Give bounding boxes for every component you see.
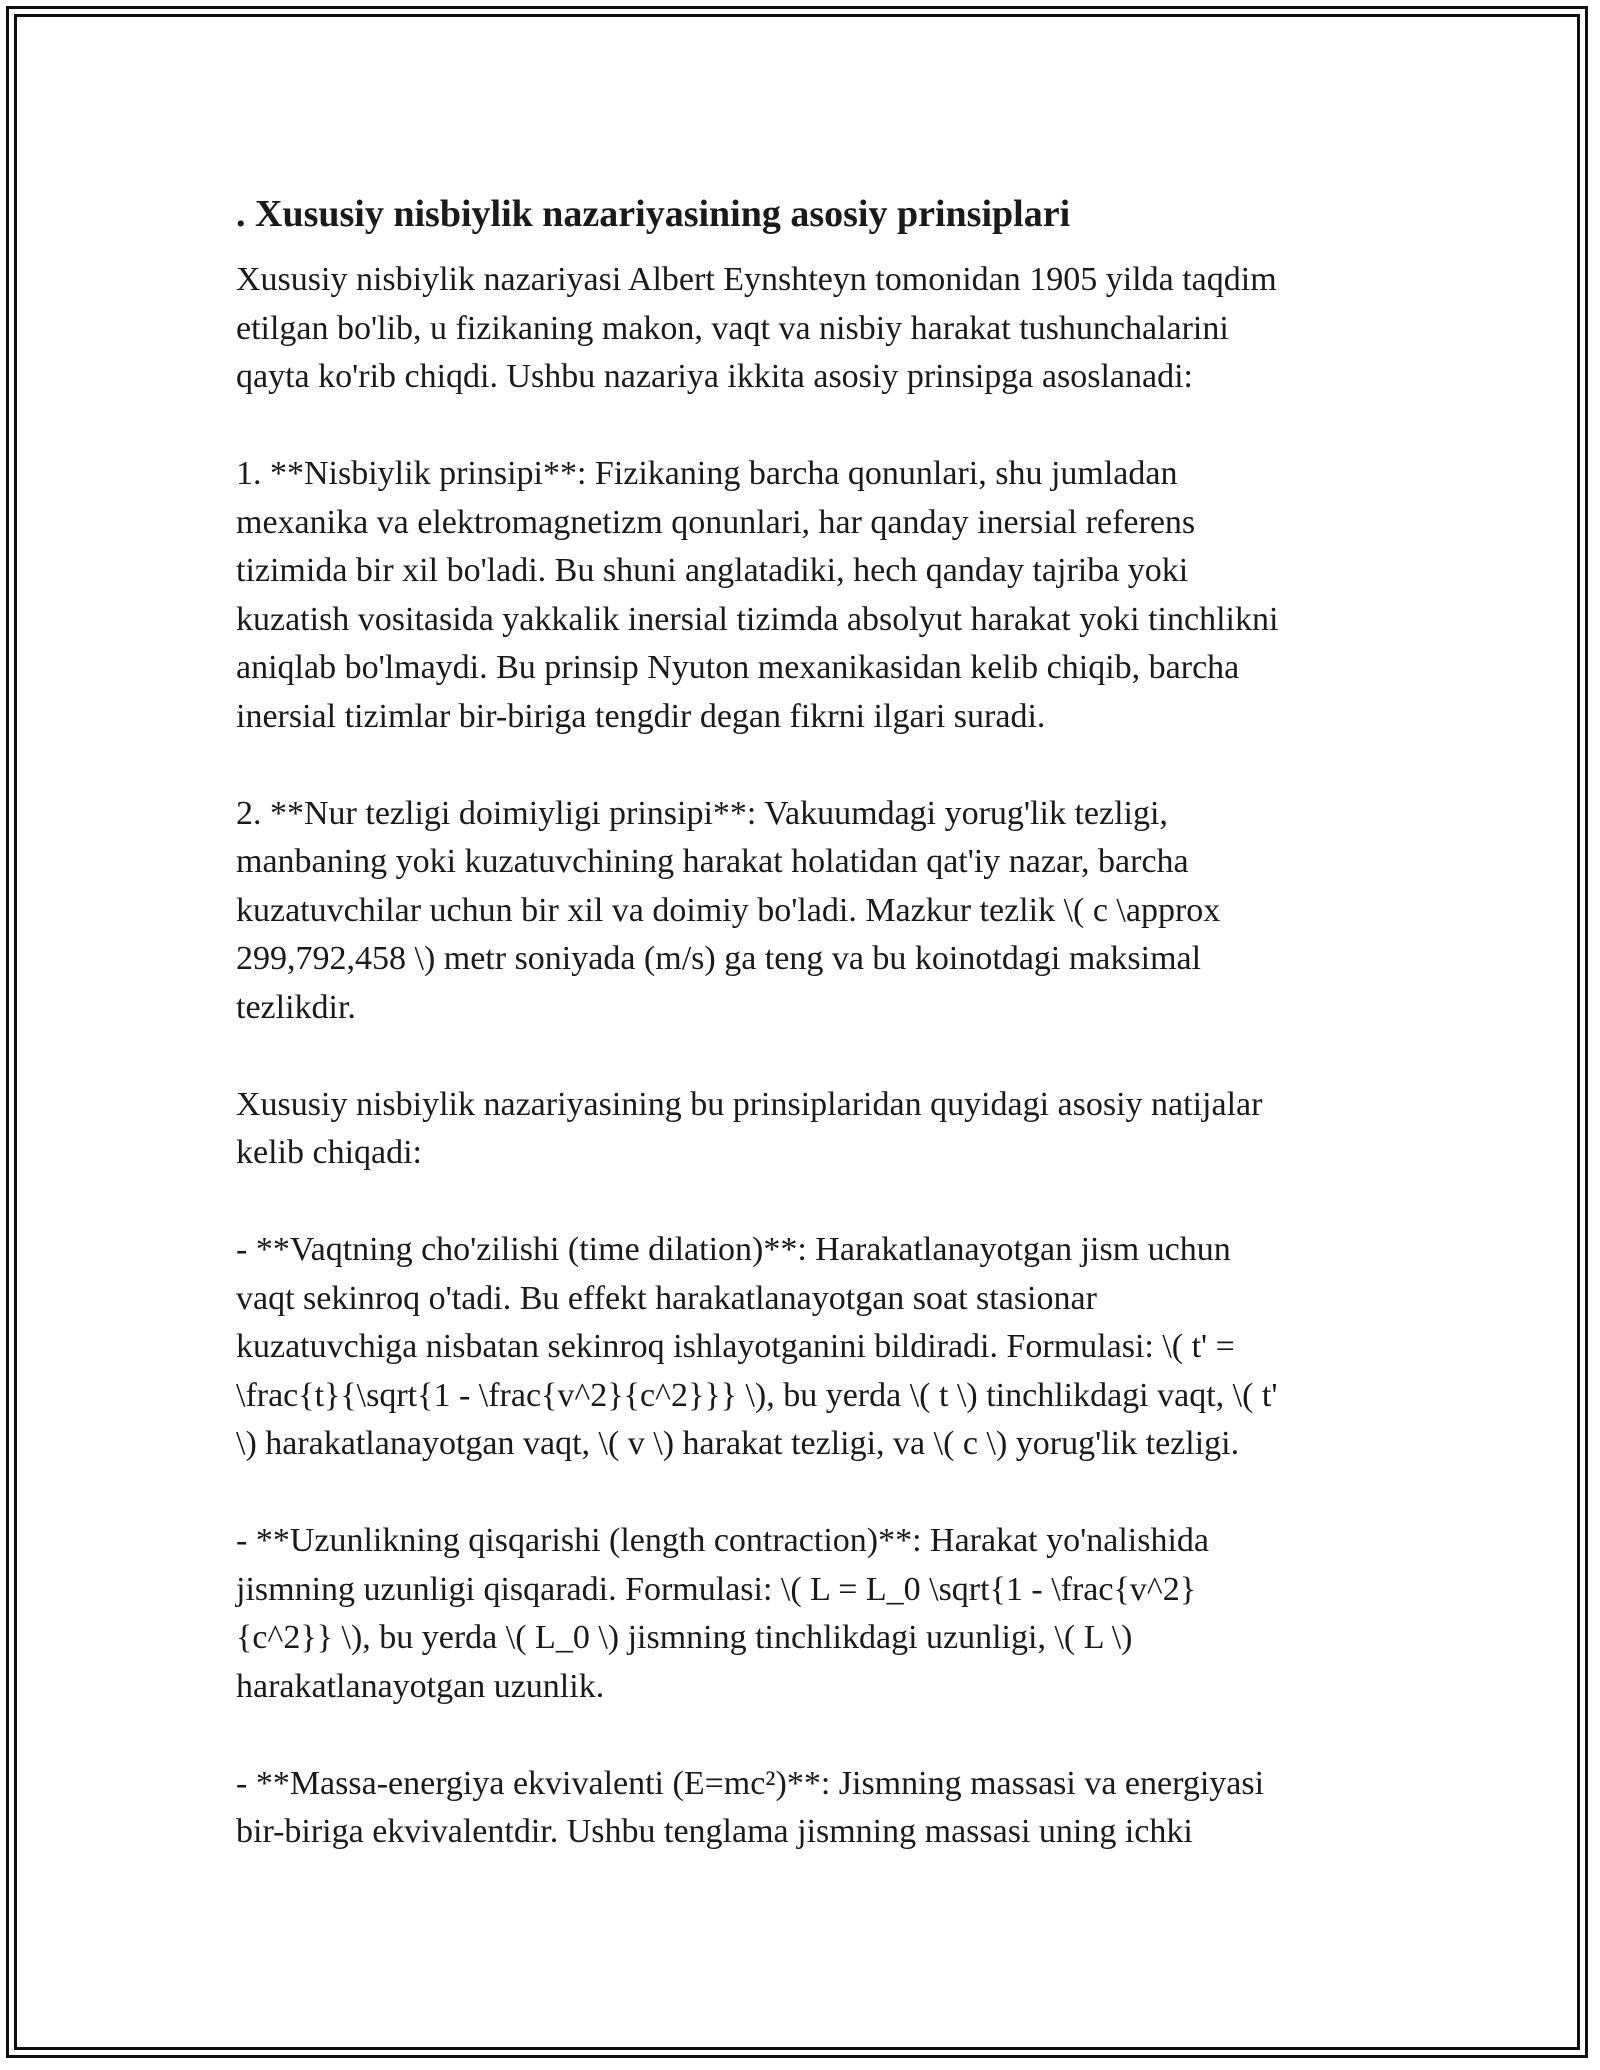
paragraph-length-contraction: - **Uzunlikning qisqarishi (length contraction)**: Harakat yo'nalishida jismning uzunligi qisqaradi. Formulasi: \( L = L_0 \sqrt{1 - \frac{v^2} {c^2}} \), bu yerda \( L_0 \) jismning tinchlikdagi uzunligi, \( L \) harakatlanayotgan uzunlik. — [236, 1522, 1210, 1705]
paragraph-time-dilation: - **Vaqtning cho'zilishi (time dilation)**: Harakatlanayotgan jism uchun vaqt sekinroq o'tadi. Bu effekt harakatlanayotgan soat stasionar kuzatuvchiga nisbatan sekinroq ishlayotganini bildiradi. Formulasi: \( t' = \frac{t}{\sqrt{1 - \frac{v^2}{c^2}}} \), bu yerda \( t \) tinchlikdagi vaqt, \( t' \) harakatlanayotgan vaqt, \( v \) harakat tezligi, va \( c \) yorug'lik tezligi. — [236, 1231, 1278, 1462]
document-heading: . Xususiy nisbiylik nazariyasining asosiy prinsiplari — [236, 193, 1071, 235]
paragraph-consequences: Xususiy nisbiylik nazariyasining bu prinsiplaridan quyidagi asosiy natijalar kelib chiqadi: — [236, 1085, 1263, 1171]
paragraph-mass-energy: - **Massa-energiya ekvivalenti (E=mc²)**: Jismning massasi va energiyasi bir-biriga ekvivalentdir. Ushbu tenglama jismning massasi uning ichki — [236, 1764, 1265, 1850]
paragraph-principle-light-speed: 2. **Nur tezligi doimiyligi prinsipi**: Vakuumdagi yorug'lik tezligi, manbaning yoki kuzatuvchining harakat holatidan qat'iy nazar, barcha kuzatuvchilar uchun bir xil va doimiy bo'ladi. Mazkur tezlik \( c \approx 299,792,458 \) metr soniyada (m/s) ga teng va bu koinotdagi maksimal tezlikdir. — [236, 794, 1221, 1026]
document-body — [236, 186, 1376, 1905]
paragraph-principle-relativity: 1. **Nisbiylik prinsipi**: Fizikaning barcha qonunlari, shu jumladan mexanika va elektromagnetizm qonunlari, har qanday inersial referens tizimida bir xil bo'ladi. Bu shuni anglatadiki, hech qanday tajriba yoki kuzatish vositasida yakkalik inersial tizimda absolyut harakat yoki tinchlikni aniqlab bo'lmaydi. Bu prinsip Nyuton mexanikasidan kelib chiqib, barcha inersial tizimlar bir-biriga tengdir degan fikrni ilgari suradi. — [236, 455, 1279, 735]
paragraph-intro: Xususiy nisbiylik nazariyasi Albert Eynshteyn tomonidan 1905 yilda taqdim etilgan bo'lib, u fizikaning makon, vaqt va nisbiy harakat tushunchalarini qayta ko'rib chiqdi. Ushbu nazariya ikkita asosiy prinsipga asoslanadi: — [236, 261, 1277, 395]
